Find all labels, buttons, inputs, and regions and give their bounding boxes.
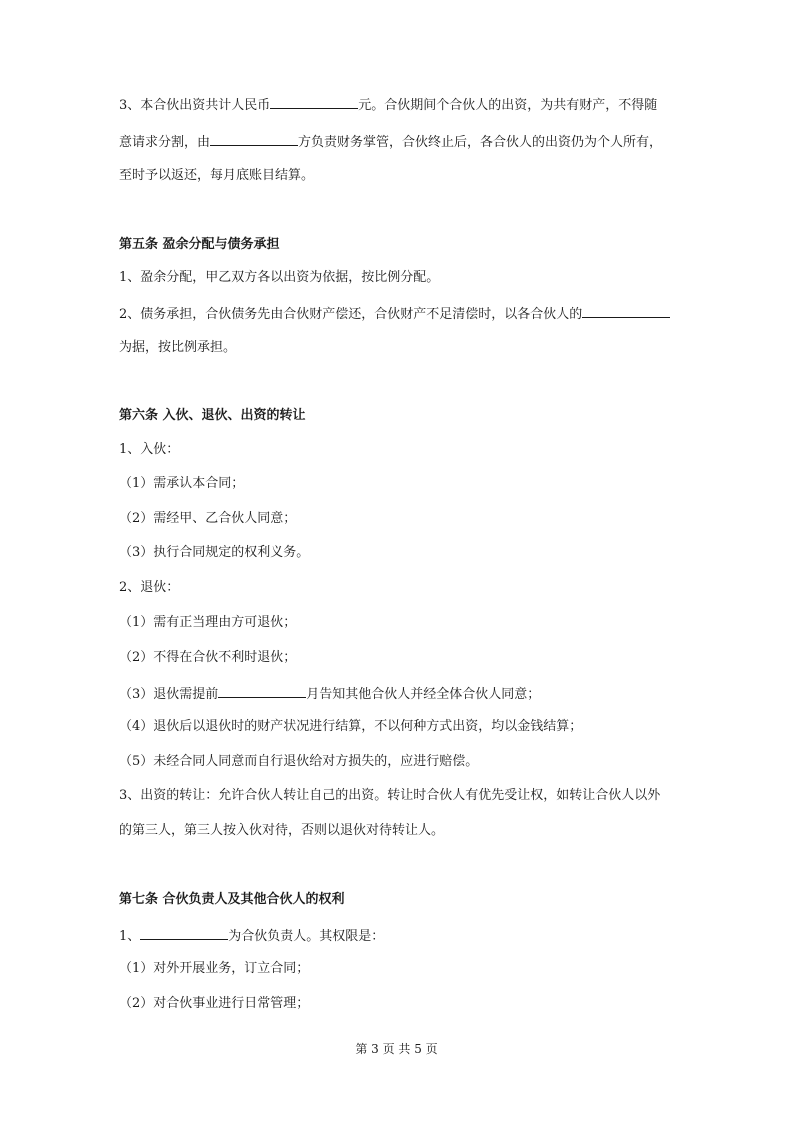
clause4-p3-line1 <box>119 94 674 116</box>
clause4-p3-line3: 至时予以返还，每月底账目结算。 <box>119 168 315 183</box>
clause6-join-item: （3）执行合同规定的权利义务。 <box>119 545 310 560</box>
text-fragment: 2、债务承担，合伙债务先由合伙财产偿还，合伙财产不足清偿时，以各合伙人的 <box>119 307 583 322</box>
page-footer: 第 3 页 共 5 页 <box>355 1042 438 1056</box>
clause6-title: 第六条 入伙、退伙、出资的转让 <box>119 408 306 423</box>
clause6-quit-item: （4）退伙后以退伙时的财产状况进行结算，不以何种方式出资，均以金钱结算； <box>119 719 583 734</box>
blank-finance-party <box>210 131 298 146</box>
clause6-join-title: 1、入伙： <box>119 442 180 457</box>
clause5-p1: 1、盈余分配，甲乙双方各以出资为依据，按比例分配。 <box>119 270 440 285</box>
blank-partner-lead <box>140 925 228 940</box>
clause6-quit-item: （5）未经合同人同意而自行退伙给对方损失的，应进行赔偿。 <box>119 754 479 769</box>
clause7-item: （1）对外开展业务，订立合同； <box>119 961 310 976</box>
clause6-transfer-line2: 的第三人，第三人按入伙对待，否则以退伙对待转让人。 <box>119 823 445 838</box>
blank-amount <box>270 94 358 109</box>
clause6-join-item: （1）需承认本合同； <box>119 476 245 491</box>
clause6-quit-item <box>119 683 674 705</box>
text-fragment: 元。合伙期间个合伙人的出资，为共有财产，不得随 <box>358 98 658 113</box>
clause6-join-item: （2）需经甲、乙合伙人同意； <box>119 511 297 526</box>
clause5-p2-line2: 为据，按比例承担。 <box>119 340 237 355</box>
clause5-p2-line1 <box>119 303 674 325</box>
text-fragment: 意请求分割，由 <box>119 135 211 150</box>
text-fragment: 月告知其他合伙人并经全体合伙人同意； <box>306 687 541 702</box>
text-fragment: 为合伙负责人。其权限是： <box>228 929 385 944</box>
clause6-transfer-line1: 3、出资的转让：允许合伙人转让自己的出资。转让时合伙人有优先受让权，如转让合伙人以外 <box>119 788 661 803</box>
text-fragment: （3）退伙需提前 <box>119 687 219 702</box>
clause6-quit-item: （2）不得在合伙不利时退伙； <box>119 650 297 665</box>
text-fragment: 3、本合伙出资共计人民币 <box>119 98 271 113</box>
text-fragment: 方负责财务掌管，合伙终止后，各合伙人的出资仍为个人所有， <box>298 135 663 150</box>
clause7-p1 <box>119 925 674 947</box>
clause4-p3-line2 <box>119 131 674 153</box>
clause5-title: 第五条 盈余分配与债务承担 <box>119 237 280 252</box>
text-fragment: 1、 <box>119 929 141 944</box>
clause7-title: 第七条 合伙负责人及其他合伙人的权利 <box>119 892 345 907</box>
clause6-quit-title: 2、退伙： <box>119 580 180 595</box>
clause6-quit-item: （1）需有正当理由方可退伙； <box>119 615 297 630</box>
blank-notice-months <box>218 683 306 698</box>
clause7-item: （2）对合伙事业进行日常管理； <box>119 996 310 1011</box>
blank-debt-basis <box>582 303 670 318</box>
